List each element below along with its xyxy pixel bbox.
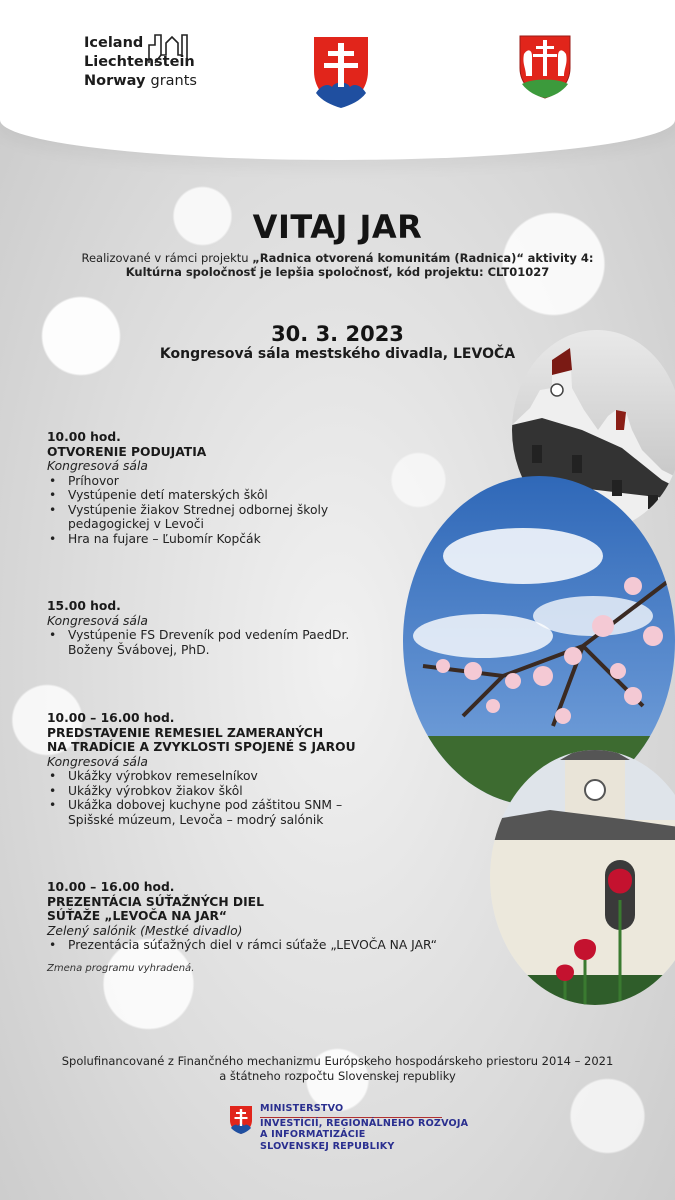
norway-grants-buildings-icon: [148, 33, 188, 67]
program-location: Zelený salónik (Mestké divadlo): [47, 923, 243, 938]
program-items: [47, 474, 407, 547]
program-items: [47, 769, 407, 827]
program-title: OTVORENIE PODUJATIA: [47, 444, 207, 459]
program-time: 10.00 – 16.00 hod.: [47, 711, 175, 725]
event-date: 30. 3. 2023: [271, 322, 404, 346]
subtitle-project-name: „Radnica otvorená komunitám (Radnica)“: [252, 251, 524, 265]
program-time: 10.00 hod.: [47, 430, 121, 444]
ministry-line-3: A INFORMATIZÁCIE: [260, 1129, 366, 1141]
list-item: • Vystúpenie FS Dreveník pod vedením PaedDr. Boženy Švábovej, PhD.: [47, 628, 377, 657]
program-items: [47, 628, 407, 657]
project-subtitle: [40, 251, 635, 279]
list-item: • Hra na fujare – Ľubomír Kopčák: [47, 532, 407, 547]
program-time: 15.00 hod.: [47, 599, 121, 613]
funding-line-1: Spolufinancované z Finančného mechanizmu Európskeho hospodárskeho priestoru 2014 – 2021: [61, 1054, 614, 1068]
program-title-line-1: PREZENTÁCIA SÚŤAŽNÝCH DIEL: [47, 894, 264, 909]
program-block-crafts: [47, 711, 407, 827]
list-item: • Ukážka dobovej kuchyne pod záštitou SNM – Spišské múzeum, Levoča – modrý salónik: [47, 798, 392, 827]
funding-text: [0, 1054, 675, 1084]
slovak-coat-of-arms-small-icon: [229, 1105, 253, 1135]
program-location: Kongresová sála: [47, 459, 148, 473]
list-item: • Ukážky výrobkov žiakov škôl: [47, 784, 407, 799]
logo-line-norway: [84, 72, 204, 91]
cherry-blossom-photo: [403, 476, 675, 806]
slovak-coat-of-arms-icon: [310, 33, 372, 111]
subtitle-prefix: Realizované v rámci projektu: [81, 251, 249, 265]
subtitle-line-2: Kultúrna spoločnosť je lepšia spoločnosť, kód projektu: CLT01027: [125, 265, 550, 279]
program-location: Kongresová sála: [47, 613, 148, 628]
program-location: Kongresová sála: [47, 754, 148, 769]
program-block-contest: [47, 880, 487, 953]
list-item: • Vystúpenie žiakov Strednej odbornej školy pedagogickej v Levoči: [47, 503, 347, 532]
program-block-folk: [47, 599, 407, 657]
program-title-line-1: PREDSTAVENIE REMESIEL ZAMERANÝCH: [47, 725, 324, 740]
levoca-coat-of-arms-icon: [518, 34, 572, 100]
logo-grants-text: grants: [150, 73, 197, 89]
page-title: VITAJ JAR: [252, 208, 423, 246]
list-item: • Ukážky výrobkov remeselníkov: [47, 769, 407, 784]
funding-line-2: a štátneho rozpočtu Slovenskej republiky: [219, 1069, 456, 1083]
program-time: 10.00 – 16.00 hod.: [47, 880, 175, 894]
cherry-blossom-illustration: [403, 476, 675, 806]
ministry-logo-text: [260, 1103, 480, 1152]
program-title-line-2: SÚŤAŽE „LEVOČA NA JAR“: [47, 909, 228, 923]
list-item: • Prezentácia súťažných diel v rámci súťaže „LEVOČA NA JAR“: [47, 938, 487, 953]
logo-line-liechtenstein: Liechtenstein: [84, 54, 195, 70]
list-item: • Vystúpenie detí materských škôl: [47, 488, 407, 503]
subtitle-suffix: aktivity 4:: [527, 251, 594, 265]
ministry-line-2: INVESTÍCIÍ, REGIONÁLNEHO ROZVOJA: [260, 1117, 469, 1129]
program-change-note: Zmena programu vyhradená.: [47, 963, 195, 974]
logo-line-iceland: Iceland: [84, 35, 144, 51]
ministry-line-4: SLOVENSKEJ REPUBLIKY: [260, 1140, 395, 1152]
list-item: • Príhovor: [47, 474, 407, 489]
program-items: [47, 938, 487, 953]
program-block-opening: [47, 430, 407, 546]
logo-norway-text: Norway: [84, 73, 146, 89]
ministry-head: MINISTERSTVO: [260, 1103, 344, 1114]
event-venue: Kongresová sála mestského divadla, LEVOČA: [159, 346, 516, 362]
program-title-line-2: NA TRADÍCIE A ZVYKLOSTI SPOJENÉ S JAROU: [47, 740, 356, 754]
subtitle-line-1: [40, 251, 635, 265]
